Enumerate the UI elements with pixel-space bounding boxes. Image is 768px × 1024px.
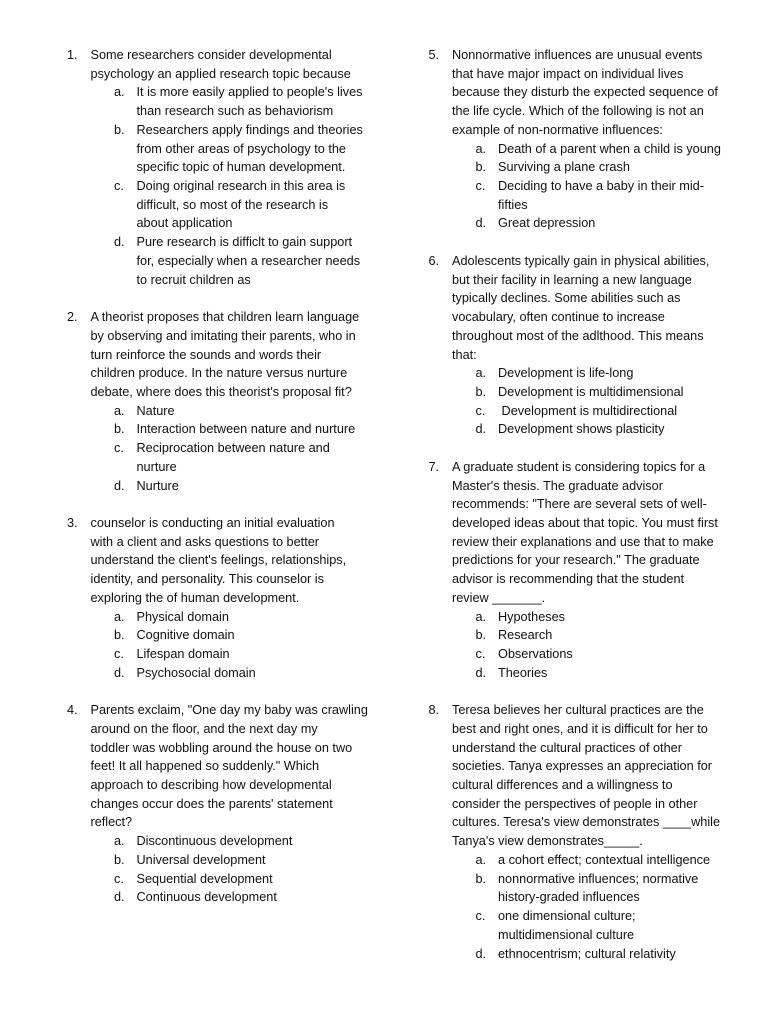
- question-text-line: understand the cultural practices of other: [452, 740, 682, 755]
- option-letter: b.: [114, 628, 125, 643]
- answer-option: [91, 851, 368, 870]
- answer-option: [91, 402, 368, 421]
- right-column: [429, 46, 729, 982]
- option-text-line: Reciprocation between nature and: [136, 441, 330, 456]
- option-letter: c.: [114, 441, 124, 456]
- question-text-line: feet! It all happened so suddenly." Which: [90, 759, 320, 774]
- question-text-line: turn reinforce the sounds and words their: [90, 347, 322, 362]
- option-letter: b.: [475, 628, 487, 643]
- question-text-line: review _______.: [452, 590, 546, 605]
- answer-options: [91, 83, 368, 289]
- answer-option: [91, 626, 368, 645]
- answer-options: [91, 402, 368, 496]
- answer-option: [91, 664, 368, 683]
- question-number: 6.: [428, 253, 440, 268]
- option-text-line: than research such as behaviorism: [136, 104, 334, 119]
- question-item: [67, 46, 367, 289]
- option-text-line: Deciding to have a baby in their mid-: [498, 179, 704, 194]
- option-letter: d.: [114, 890, 125, 905]
- answer-option: [452, 420, 729, 439]
- option-text-line: one dimensional culture;: [498, 909, 636, 924]
- question-item: [429, 701, 729, 963]
- option-text-line: from other areas of psychology to the: [136, 141, 346, 156]
- option-text-line: Theories: [498, 665, 548, 680]
- left-column: [67, 46, 367, 926]
- option-letter: d.: [114, 665, 125, 680]
- question-text-line: example of non-normative influences:: [452, 122, 663, 137]
- option-letter: c.: [114, 647, 124, 661]
- question-text: [91, 46, 368, 83]
- option-text-line: Sequential development: [136, 871, 273, 886]
- option-text-line: It is more easily applied to people's lives: [136, 85, 363, 100]
- option-text-line: for, especially when a researcher needs: [136, 253, 361, 268]
- option-letter: a.: [475, 609, 487, 624]
- option-letter: d.: [475, 216, 487, 231]
- option-letter: c.: [475, 647, 486, 661]
- option-text-line: multidimensional culture: [498, 927, 635, 942]
- option-text-line: Hypotheses: [498, 609, 565, 624]
- option-text-line: difficult, so most of the research is: [136, 197, 329, 212]
- question-text-line: A graduate student is considering topics for a: [452, 459, 706, 474]
- option-letter: a.: [475, 366, 487, 381]
- answer-option: [452, 177, 729, 214]
- question-text-line: around on the floor, and the next day my: [90, 721, 318, 736]
- option-text-line: a cohort effect; contextual intelligence: [498, 852, 711, 867]
- answer-option: [91, 870, 368, 889]
- answer-option: [91, 121, 368, 177]
- option-letter: b.: [114, 852, 125, 867]
- answer-options: [91, 832, 368, 907]
- question-text-line: A theorist proposes that children learn language: [90, 310, 360, 325]
- option-text-line: Research: [498, 628, 553, 643]
- question-text-line: cultures. Teresa's view demonstrates ____while: [452, 815, 721, 830]
- question-text-line: Parents exclaim, "One day my baby was crawling: [90, 703, 368, 718]
- question-text-line: Tanya's view demonstrates_____.: [452, 834, 643, 849]
- answer-option: [452, 664, 729, 683]
- option-text-line: Great depression: [498, 216, 596, 231]
- answer-options: [91, 608, 368, 683]
- question-text-line: Teresa believes her cultural practices are the: [452, 703, 704, 718]
- option-text-line: Development is life-long: [498, 366, 634, 381]
- answer-options: [452, 364, 729, 439]
- answer-option: [452, 402, 729, 421]
- question-item: [67, 701, 367, 907]
- answer-option: [452, 364, 729, 383]
- answer-option: [91, 608, 368, 627]
- answer-option: [452, 626, 729, 645]
- option-letter: c.: [475, 403, 486, 418]
- option-text-line: about application: [136, 216, 233, 231]
- option-text-line: Interaction between nature and nurture: [136, 422, 356, 437]
- answer-option: [452, 645, 729, 664]
- answer-options: [452, 608, 729, 683]
- answer-option: [91, 477, 368, 496]
- question-text-line: societies. Tanya expresses an appreciation for: [452, 759, 713, 774]
- option-letter: a.: [114, 834, 125, 849]
- question-text-line: that have major impact on individual lives: [452, 66, 684, 81]
- option-text-line: Pure research is difficlt to gain support: [136, 235, 353, 250]
- question-text-line: children produce. In the nature versus nurture: [90, 366, 348, 381]
- question-text-line: psychology an applied research topic because: [90, 66, 351, 81]
- answer-option: [452, 907, 729, 944]
- answer-option: [452, 140, 729, 159]
- option-letter: d.: [114, 478, 125, 493]
- question-text: [91, 308, 368, 402]
- option-text-line: Lifespan domain: [136, 647, 230, 661]
- question-text-line: but their facility in learning a new language: [452, 272, 692, 287]
- answer-option: [91, 439, 368, 476]
- option-letter: a.: [114, 403, 125, 418]
- question-text-line: Some researchers consider developmental: [90, 48, 332, 62]
- question-text-line: predictions for your research." The graduate: [452, 553, 700, 568]
- answer-option: [91, 832, 368, 851]
- option-text-line: Discontinuous development: [136, 834, 293, 849]
- option-text-line: Development is multidimensional: [498, 384, 684, 399]
- question-text-line: recommends: "There are several sets of well-: [452, 497, 707, 512]
- option-letter: c.: [475, 179, 486, 194]
- option-text-line: Physical domain: [136, 609, 229, 624]
- question-text-line: throughout most of the adlthood. This means: [452, 328, 704, 343]
- question-text-line: cultural differences and a willingness to: [452, 778, 673, 793]
- question-item: [429, 252, 729, 439]
- option-letter: a.: [475, 852, 487, 867]
- option-letter: b.: [114, 122, 125, 137]
- question-text-line: best and right ones, and it is difficult for her to: [452, 721, 708, 736]
- answer-option: [452, 870, 729, 907]
- option-text-line: Doing original research in this area is: [136, 179, 346, 194]
- option-letter: b.: [475, 384, 487, 399]
- question-text: [91, 701, 368, 832]
- option-text-line: Cognitive domain: [136, 628, 235, 643]
- option-text-line: Nature: [136, 403, 175, 418]
- question-number: 8.: [428, 703, 440, 718]
- question-text-line: by observing and imitating their parents, who in: [90, 328, 356, 343]
- question-text-line: approach to describing how developmental: [90, 778, 332, 793]
- option-text-line: to recruit children as: [136, 272, 251, 287]
- option-letter: c.: [114, 179, 124, 194]
- option-letter: d.: [475, 422, 487, 437]
- option-letter: d.: [114, 235, 125, 250]
- question-text-line: consider the perspectives of people in other: [452, 796, 698, 811]
- option-letter: a.: [475, 141, 487, 156]
- option-text-line: Death of a parent when a child is young: [498, 141, 721, 156]
- option-letter: a.: [114, 609, 125, 624]
- option-letter: b.: [114, 422, 125, 437]
- question-number: 5.: [428, 48, 440, 62]
- option-letter: d.: [475, 665, 487, 680]
- question-text-line: reflect?: [90, 815, 133, 830]
- question-text-line: toddler was wobbling around the house on two: [90, 740, 353, 755]
- question-text-line: with a client and asks questions to better: [90, 534, 320, 549]
- option-letter: a.: [114, 85, 125, 100]
- option-text-line: fifties: [498, 197, 528, 212]
- option-text-line: Psychosocial domain: [136, 665, 256, 680]
- question-text-line: Master's thesis. The graduate advisor: [452, 478, 663, 493]
- question-text-line: debate, where does this theorist's proposal fit?: [90, 384, 352, 399]
- answer-option: [91, 233, 368, 289]
- question-text: [91, 514, 368, 608]
- answer-options: [452, 851, 729, 963]
- option-text-line: Surviving a plane crash: [498, 160, 630, 175]
- answer-option: [452, 158, 729, 177]
- option-text-line: nurture: [136, 459, 177, 474]
- question-text-line: because they disturb the expected sequence of: [452, 85, 718, 100]
- question-text-line: developed ideas about that topic. You must first: [452, 515, 718, 530]
- option-letter: b.: [475, 871, 487, 886]
- answer-option: [91, 645, 368, 664]
- option-text-line: nonnormative influences; normative: [498, 871, 699, 886]
- question-text-line: typically declines. Some abilities such as: [452, 291, 681, 306]
- answer-option: [452, 608, 729, 627]
- question-text-line: advisor is recommending that the student: [452, 572, 685, 587]
- question-text-line: vocabulary, often continue to increase: [452, 310, 665, 325]
- question-number: 1.: [67, 48, 78, 62]
- question-number: 4.: [67, 703, 78, 718]
- question-text-line: Nonnormative influences are unusual events: [452, 48, 703, 62]
- question-text: [452, 458, 729, 608]
- question-text: [452, 46, 729, 140]
- option-letter: b.: [475, 160, 487, 175]
- answer-option: [91, 420, 368, 439]
- option-letter: c.: [475, 909, 486, 924]
- question-number: 2.: [67, 310, 78, 325]
- question-text-line: understand the client's feelings, relationships,: [90, 553, 347, 568]
- answer-option: [452, 383, 729, 402]
- option-text-line: Development is multidirectional: [498, 403, 678, 418]
- option-letter: c.: [114, 871, 124, 886]
- question-item: [67, 308, 367, 495]
- question-item: [67, 514, 367, 682]
- question-item: [429, 458, 729, 683]
- option-letter: d.: [475, 946, 487, 961]
- answer-option: [452, 851, 729, 870]
- question-text-line: counselor is conducting an initial evaluation: [90, 515, 335, 530]
- question-text-line: changes occur does the parents' statement: [90, 796, 333, 811]
- option-text-line: Nurture: [136, 478, 179, 493]
- question-text-line: identity, and personality. This counselor is: [90, 572, 324, 587]
- answer-option: [91, 888, 368, 907]
- option-text-line: Researchers apply findings and theories: [136, 122, 363, 137]
- option-text-line: history-graded influences: [498, 890, 640, 905]
- answer-option: [452, 945, 729, 964]
- option-text-line: Development shows plasticity: [498, 422, 665, 437]
- question-text-line: exploring the of human development.: [90, 590, 300, 605]
- answer-option: [452, 214, 729, 233]
- question-text-line: that:: [452, 347, 477, 362]
- question-text-line: the life cycle. Which of the following is not an: [452, 104, 704, 119]
- option-text-line: specific topic of human development.: [136, 160, 346, 175]
- option-text-line: Universal development: [136, 852, 266, 867]
- option-text-line: Continuous development: [136, 890, 277, 905]
- option-text-line: Observations: [498, 647, 573, 661]
- answer-option: [91, 83, 368, 120]
- option-text-line: ethnocentrism; cultural relativity: [498, 946, 676, 961]
- question-text: [452, 701, 729, 851]
- question-item: [429, 46, 729, 233]
- question-text-line: Adolescents typically gain in physical abilities,: [452, 253, 710, 268]
- question-number: 7.: [428, 459, 440, 474]
- answer-option: [91, 177, 368, 233]
- question-text-line: review their explanations and use that to make: [452, 534, 714, 549]
- question-number: 3.: [67, 515, 78, 530]
- answer-options: [452, 140, 729, 234]
- question-text: [452, 252, 729, 364]
